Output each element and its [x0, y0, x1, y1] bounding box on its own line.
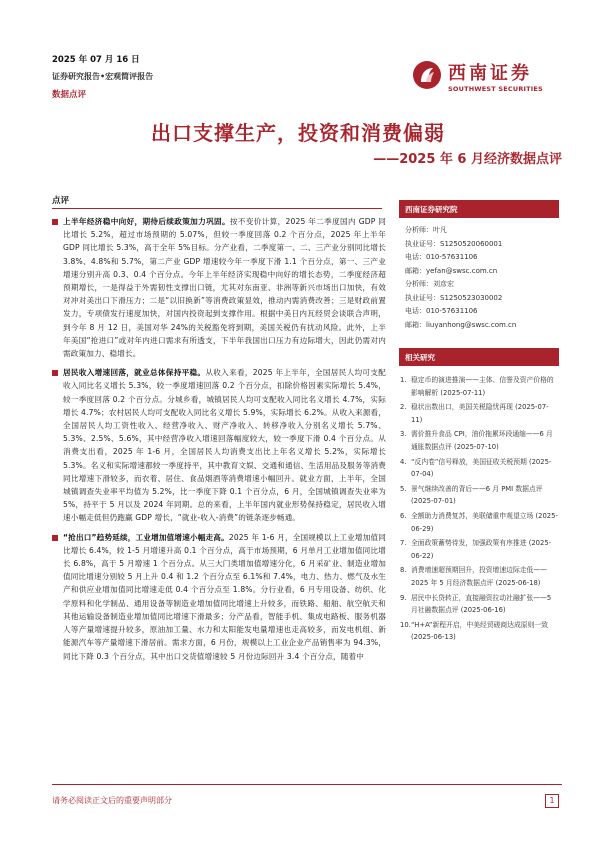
related-item[interactable]: 1. 稳定币的演进推演——主体、信誉及资产价格的影响解析 (2025-07-11)	[400, 376, 554, 397]
related-item[interactable]: 2. 稳状出数出口，美国关税隐忧再现 (2025-07-11)	[400, 403, 549, 424]
paragraph-gdp	[52, 215, 386, 360]
paragraph-lead: 上半年经济稳中向好，期待后续政策加力巩固。	[63, 217, 230, 226]
swsc-logo-icon	[412, 60, 442, 90]
analyst-license: 执业证号：S1250520060001	[405, 239, 503, 248]
brand-name-cn: 西南证券	[448, 63, 532, 84]
paragraph-income	[52, 366, 386, 524]
analyst-email[interactable]: 邮箱：yefan@swsc.com.cn	[405, 266, 498, 275]
footer-divider	[52, 784, 562, 785]
analyst-name: 分析师：叶凡	[405, 226, 447, 234]
report-series: 证券研究报告•宏观简评报告	[52, 72, 154, 81]
report-title: 出口支撑生产，投资和消费偏弱	[151, 121, 445, 145]
analyst-name: 分析师：刘彦宏	[405, 280, 454, 288]
analyst-email[interactable]: 邮箱：liuyanhong@swsc.com.cn	[405, 320, 517, 329]
related-item[interactable]: 5. 景气继续改善的背后——6 月 PMI 数据点评 (2025-07-01)	[400, 484, 543, 506]
square-bullet-icon	[52, 535, 58, 541]
report-subtitle: ——2025 年 6 月经济数据点评	[373, 152, 562, 167]
related-header: 相关研究	[399, 348, 559, 366]
related-item[interactable]: 7. 全面政策蓄势待发，加强政策有序推进 (2025-06-22)	[400, 539, 552, 560]
paragraph-lead: 居民收入增速回落，就业总体保持平稳。	[63, 368, 206, 378]
footer-disclaimer[interactable]: 请务必阅读正文后的重要声明部分	[52, 796, 172, 805]
sidebar	[399, 200, 559, 646]
report-type: 数据点评	[52, 90, 87, 100]
report-date: 2025 年 07 月 16 日	[52, 55, 140, 65]
section-label: 点评	[52, 196, 70, 206]
paragraph-lead: “抢出口”趋势延续，工业增加值增速小幅走高。	[63, 532, 229, 542]
institute-header: 西南证券研究院	[399, 200, 559, 218]
brand-name-en: SOUTHWEST SECURITIES	[448, 85, 543, 93]
paragraph-industry	[52, 531, 386, 663]
related-item[interactable]: 9. 居民中长贷转正，直接融资拉动社融扩张——5 月社融数据点评 (2025-06-16)	[400, 593, 552, 615]
related-item[interactable]: 3. 需价推升食品 CPI，油价拖累环段通缩——6 月通胀数据点评 (2025-07-10)	[400, 430, 553, 451]
analyst-list	[399, 224, 559, 332]
main-content	[52, 215, 386, 669]
related-list	[399, 374, 559, 644]
brand-logo	[412, 58, 562, 98]
square-bullet-icon	[52, 370, 58, 376]
analyst-phone: 电话：010-57631106	[405, 253, 478, 261]
section-divider	[52, 208, 382, 209]
paragraph-text: 2025 年 1-6 月，全国规模以上工业增加值同比增长 6.4%，较 1-5 月增速升高 0.1 个百分点，高于市场预期，6 月单月工业增加值同比增长 6.8%，高于 5 月增速 1 个百分点。从三大门类增加值增速分化，6 月采矿业、制造业增加值同比增速分别较 5 月上升 0.4 和 1.2 个百分点至 6.1%和 7.4%，电力、热力、燃气及水生产和供应业增加值同比增速走低 0.4 个百分点至 1.8%。分行业看，6 月专用设备、纺织、化学原料和化学制品、通用设备等制造业增加值同比增速上升较多，而铁路、船舶、航空航天和其他运输设备制造业增加值同比增速下滑最多；分产品看，智能手机、集成电路板、服务机器人等产量增速提升较多，原油加工量、水力和太阳能发电量增速也走高较多，而发电机组、新能源汽车等产量增速下滑居前。需求方面，6 月份，规模以上工业企业产品销售率为 94.3%，同比下降 0.3 个百分点，其中出口交货值增速较 5 月份边际回升 3.4 个百分点，随着中	[63, 532, 386, 661]
paragraph-text: 从收入来看，2025 年上半年，全国居民人均可支配收入同比名义增长 5.3%，较一季度增速回落 0.2 个百分点，扣除价格因素实际增长 5.4%，较一季度回落 0.2 个百分点。分城乡看，城镇居民人均可支配收入同比名义增长 4.7%，实际增长 4.7%；农村居民人均可支配收入同比名义增长 5.9%，实际增长 6.2%。从收入来源看，全国居民人均工资性收入、经营净收入、财产净收入、转移净收入分别名义增长 5.7%、5.3%、2.5%、5.6%，其中经营净收入增速回落幅度较大，较一季度下滑 0.4 个百分点。从消费支出看，2025 年 1-6 月，全国居民人均消费支出比上年名义增长 5.2%，实际增长 5.3%。名义和实际增速都较一季度持平，其中教育文娱、交通和通信、生活用品及服务等消费同比增速下滑较多，而衣着、居住、食品烟酒等消费增速小幅回升。就业方面，上半年，全国城镇调查失业率平均值为 5.2%，比一季度下降 0.1 个百分点，6 月，全国城镇调查失业率为 5%，持平于 5 月以及 2024 年同期。总的来看，上半年国内就业形势保持稳定，居民收入增速小幅走低但仍跑赢 GDP 增长，“就业-收入-消费”的链条逐步畅通。	[63, 368, 386, 523]
paragraph-text: 按不变价计算，2025 年二季度国内 GDP 同比增长 5.2%，超过市场预期的 5.07%，但较一季度回落 0.2 个百分点，2025 年上半年 GDP 同比增长 5.3%，高于全年 5%目标。分产业看，二季度第一、二、三产业分别同比增长 3.8%、4.8%和 5.7%，第二产业 GDP 增速较今年一季度下滑 1.1 个百分点，第一、三产业增速分别升高 0.3、0.4 个百分点。今年上半年经济实现稳中向好的增长态势，二季度经济超预期增长，一是得益于外需韧性支撑出口链，尤其对东南亚、非洲等新兴市场出口加快，有效对冲对美出口下滑压力；二是“以旧换新”等消费政策显效，推动内需消费改善；三是财政前置发力，专项债发行速度加快，对国内投资起到支撑作用。根据中美日内瓦经贸会谈联合声明，到今年 8 月 12 日，美国对华 24%的关税豁免将到期，美国关税仍有扰动风险。此外，上半年美国“抢进口”或对年内进口需求有所透支，下半年我国出口压力有边际增大，因此仍需对内需政策加力、稳增长。	[63, 217, 386, 359]
square-bullet-icon	[52, 219, 58, 225]
analyst-license: 执业证号：S1250523030002	[405, 293, 503, 302]
analyst-phone: 电话：010-57631106	[405, 307, 478, 315]
related-item[interactable]: 6. 全额助力消费复苏，美联储重申观望立场 (2025-06-29)	[400, 511, 558, 533]
related-item[interactable]: 10. “H+A”新程开启，中美经贸磋商达成原则一致 (2025-06-13)	[400, 620, 548, 642]
page-number: 1	[545, 794, 559, 808]
related-item[interactable]: 8. 消费增速超预期回升，投资增速边际走低——2025 年 5 月经济数据点评 (2025-06-18)	[400, 566, 547, 587]
related-item[interactable]: 4. “反内卷”信号释放，美国征收关税预期 (2025-07-04)	[400, 457, 552, 479]
